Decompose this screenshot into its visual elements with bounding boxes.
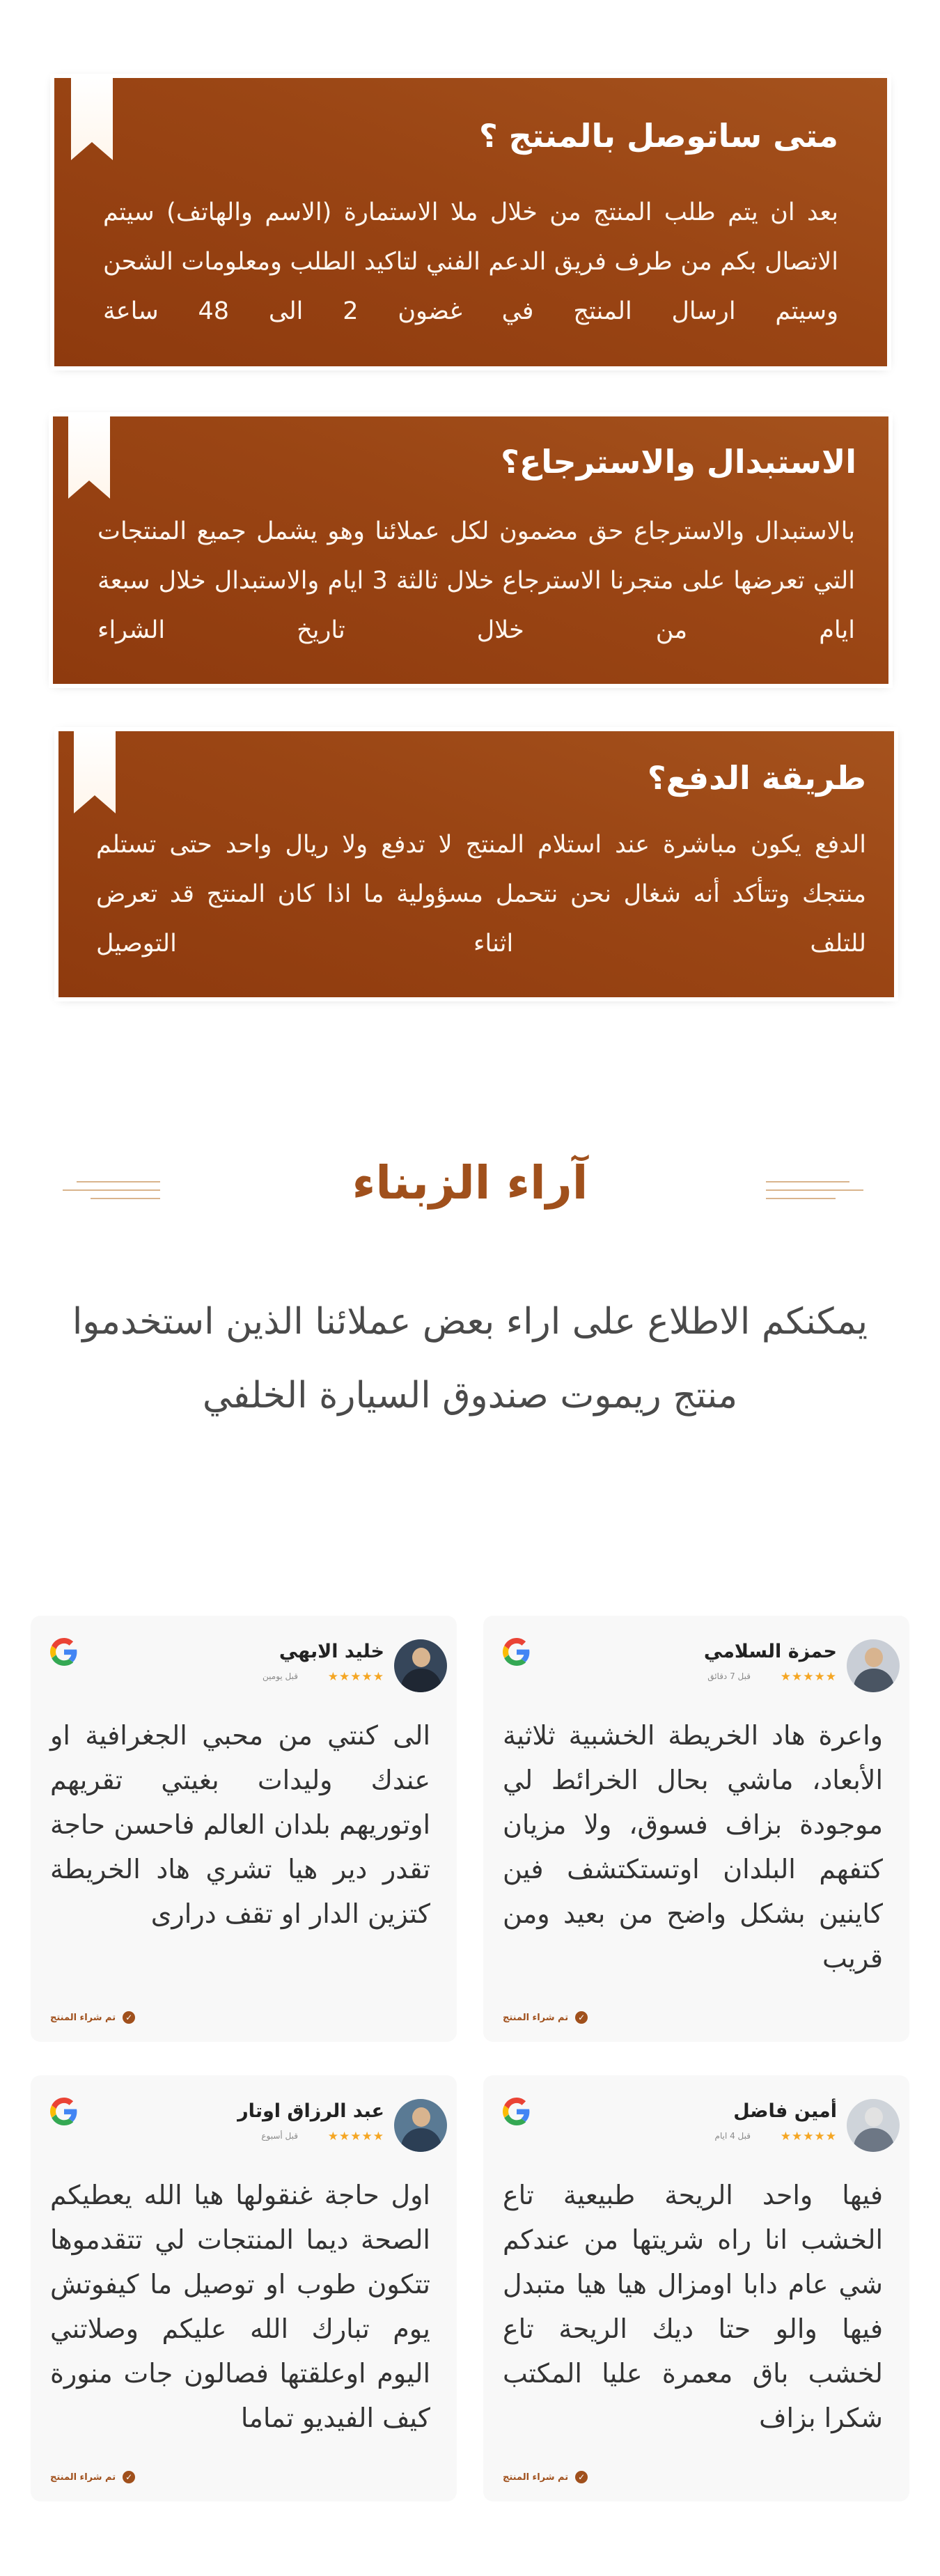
- review-time: قبل يومين: [263, 1671, 298, 1681]
- verified-purchase: [503, 2471, 588, 2483]
- faq-question: الاستبدال والاسترجاع؟: [501, 443, 856, 481]
- rating-stars: ★★★★★: [780, 1670, 837, 1684]
- reviewer-name: خليد الابهي: [279, 1641, 384, 1662]
- review-card: [483, 2075, 909, 2501]
- verified-label: تم شراء المنتج: [503, 2012, 569, 2023]
- bookmark-ribbon-icon: [68, 416, 110, 499]
- faq-answer: بالاستبدال والاسترجاع حق مضمون لكل عملائنا وهو يشمل جميع المنتجات التي تعرضها على متجرنا الاسترجاع خلال ثالثة 3 ايام والاستبدال خلال سبعة ايام من خلال تاريخ الشراء: [97, 517, 855, 644]
- reviews-subtitle: يمكنكم الاطلاع على اراء بعض عملائنا الذين استخدموا منتج ريموت صندوق السيارة الخلفي: [72, 1301, 868, 1416]
- rating-stars: ★★★★★: [327, 2130, 384, 2144]
- bookmark-ribbon-icon: [74, 731, 116, 813]
- avatar: [394, 1639, 447, 1692]
- faq-answer: الدفع يكون مباشرة عند استلام المنتج لا تدفع ولا ريال واحد حتى تستلم منتجك وتتأكد أنه شغال نحن نتحمل مسؤولية ما اذا كان المنتج قد تعرض للتلف اثناء التوصيل: [96, 831, 866, 958]
- reviewer-name: عبد الرزاق اوتار: [237, 2100, 384, 2122]
- rating-stars: ★★★★★: [327, 1670, 384, 1684]
- reviewer-name: أمين فاضل: [733, 2100, 837, 2122]
- faq-answer: بعد ان يتم طلب المنتج من خلال ملا الاستمارة (الاسم والهاتف) سيتم الاتصال بكم من طرف فريق الدعم الفني لتاكيد الطلب ومعلومات الشحن وسيتم ارسال المنتج في غضون 2 الى 48 ساعة: [103, 198, 839, 325]
- review-text: الى كنتي من محبي الجغرافية او عندك وليدات بغيتي تقريهم اوتوريهم بلدان العالم فاحسن حاجة تقدر دير هيا تشري هاد الخريطة كتزين الدار او تقف درارى: [50, 1720, 430, 1929]
- rating-stars: ★★★★★: [780, 2130, 837, 2144]
- faq-card-payment: [58, 731, 894, 997]
- verified-label: تم شراء المنتج: [50, 2472, 116, 2483]
- check-icon: ✓: [123, 2011, 135, 2024]
- google-icon: [50, 2098, 78, 2125]
- review-time: قبل 7 دقائق: [707, 1671, 751, 1681]
- faq-question: متى ساتوصل بالمنتج ؟: [478, 117, 838, 155]
- faq-question: طريقة الدفع؟: [647, 759, 866, 797]
- review-card: [31, 2075, 457, 2501]
- reviews-title: آراء الزبناء: [352, 1156, 588, 1210]
- verified-label: تم شراء المنتج: [503, 2472, 569, 2483]
- verified-label: تم شراء المنتج: [50, 2012, 116, 2023]
- avatar: [847, 1639, 900, 1692]
- review-time: قبل 4 ايام: [714, 2131, 751, 2141]
- check-icon: ✓: [575, 2471, 588, 2483]
- google-icon: [50, 1638, 78, 1666]
- avatar: [394, 2099, 447, 2152]
- google-icon: [503, 2098, 531, 2125]
- review-time: قبل أسبوع: [261, 2131, 298, 2141]
- review-text: فيها واحد الريحة طبيعية تاع الخشب انا راه شريتها من عندكم شي عام دابا اومزال هيا هيا متبدل فيها والو حتا ديك الريحة تاع لخشب باق معمرة عليا المكتب شكرا بزاف: [503, 2180, 883, 2433]
- review-card: [31, 1616, 457, 2042]
- faq-card-returns: [53, 416, 888, 684]
- check-icon: ✓: [123, 2471, 135, 2483]
- bookmark-ribbon-icon: [71, 78, 113, 160]
- review-text: اول حاجة غنقولها هيا الله يعطيكم الصحة ديما المنتجات لي تتقدموها تتكون طوب او توصيل ما كيفوتش يوم تبارك الله عليكم وصلاتني اليوم اوعلقتها فصالون جات منورة كيف الفيديو تماما: [50, 2180, 430, 2433]
- google-icon: [503, 1638, 531, 1666]
- verified-purchase: [50, 2011, 135, 2024]
- review-text: واعرة هاد الخريطة الخشبية ثلاثية الأبعاد، ماشي بحال الخرائط لي موجودة بزاف فسوق، ولا مزيان كتفهم البلدان اوتستكتشف فين كاينين بشكل واضح من بعيد ومن قريب: [503, 1720, 883, 1974]
- verified-purchase: [503, 2011, 588, 2024]
- reviewer-name: حمزة السلامي: [703, 1641, 837, 1662]
- review-card: [483, 1616, 909, 2042]
- avatar: [847, 2099, 900, 2152]
- faq-card-delivery: [54, 78, 887, 366]
- check-icon: ✓: [575, 2011, 588, 2024]
- verified-purchase: [50, 2471, 135, 2483]
